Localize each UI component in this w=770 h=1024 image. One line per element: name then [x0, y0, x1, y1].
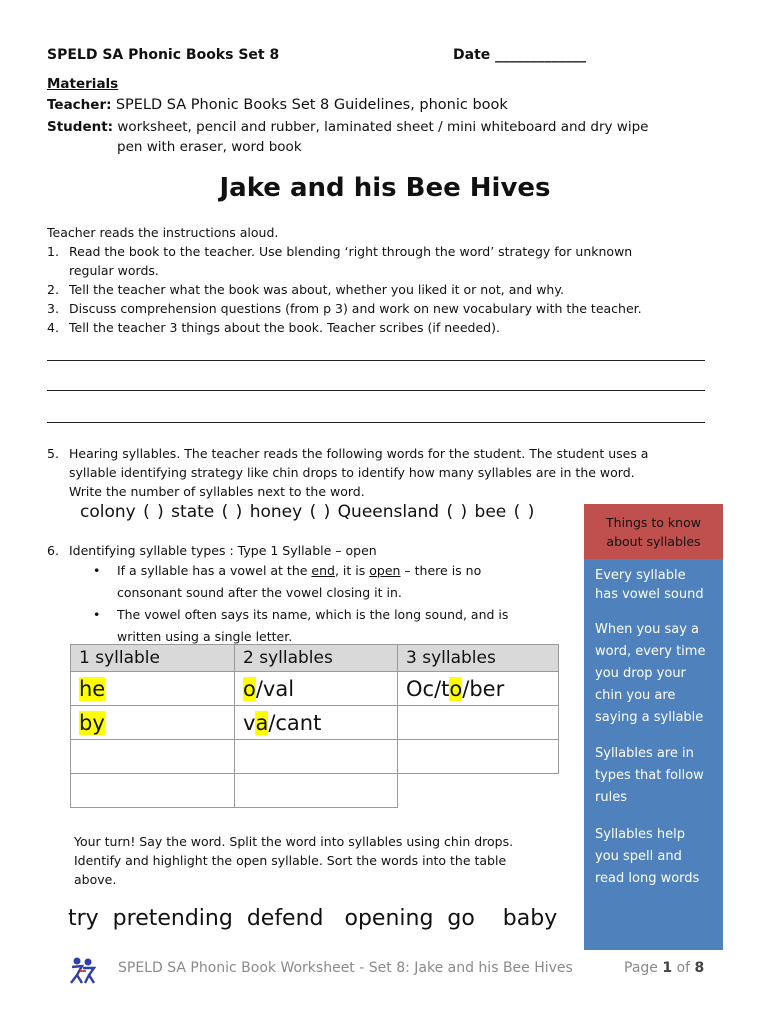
section-hearing-syllables — [47, 444, 707, 501]
table-cell[interactable]: o/val — [235, 672, 398, 706]
teacher-materials-text: SPELD SA Phonic Books Set 8 Guidelines, phonic book — [115, 97, 508, 113]
section-number: 6. — [47, 543, 59, 558]
section5-text-line2: syllable identifying strategy like chin drops to identify how many syllables are in the word. — [69, 465, 635, 480]
section5-text-line1: Hearing syllables. The teacher reads the following words for the student. The student uses a — [69, 446, 649, 461]
section-number: 5. — [47, 446, 59, 461]
instruction-step — [47, 280, 707, 299]
open-syllable-highlight: o — [243, 676, 256, 701]
rule-bullet: • If a syllable has a vowel at the end, it is open – there is no — [117, 560, 567, 582]
date-field[interactable]: Date _____________ — [453, 47, 587, 63]
open-syllable-highlight: he — [79, 676, 106, 701]
table-cell[interactable] — [235, 740, 398, 774]
table-row — [71, 740, 559, 774]
footer-text: SPELD SA Phonic Book Worksheet - Set 8: Jake and his Bee Hives — [118, 960, 573, 976]
page-title: Jake and his Bee Hives — [219, 173, 551, 203]
sidebar-tip: Syllables help you spell and read long words — [595, 827, 700, 886]
bullet-icon: • — [93, 607, 101, 622]
page-total: 8 — [694, 960, 705, 976]
section6-heading: Identifying syllable types : Type 1 Syllable – open — [69, 543, 377, 558]
table-row — [71, 706, 559, 740]
step-number: 4. — [47, 320, 59, 335]
table-header-cell: 1 syllable — [71, 645, 235, 672]
materials-heading: Materials — [47, 76, 119, 92]
syllable-tips-sidebar — [584, 504, 723, 950]
sidebar-heading: Things to know about syllables — [584, 504, 723, 559]
speld-logo-icon — [68, 955, 98, 985]
bullet-icon: • — [93, 563, 101, 578]
syllable-table — [70, 644, 559, 808]
table-cell[interactable] — [398, 740, 559, 774]
instructions — [47, 223, 707, 337]
syllable-rules — [93, 560, 567, 648]
table-cell[interactable] — [71, 740, 235, 774]
table-cell-blank — [398, 774, 559, 808]
writing-line[interactable] — [47, 360, 705, 361]
section5-text-line3: Write the number of syllables next to the word. — [69, 484, 365, 499]
underlined-open: open — [369, 563, 401, 578]
sidebar-tip: When you say a word, every time you drop your chin you are saying a syllable — [595, 622, 706, 725]
syllable-count-words[interactable]: colony ( ) state ( ) honey ( ) Queensland ( ) bee ( ) — [80, 502, 535, 522]
step-text: Tell the teacher what the book was about, whether you liked it or not, and why. — [69, 282, 564, 297]
words-to-sort: try pretending defend opening go baby — [68, 906, 558, 931]
step-number: 3. — [47, 301, 59, 316]
table-cell[interactable] — [398, 706, 559, 740]
student-label: Student: — [47, 119, 114, 135]
step-text-cont: regular words. — [69, 263, 159, 278]
table-cell[interactable] — [71, 774, 235, 808]
table-cell[interactable]: Oc/to/ber — [398, 672, 559, 706]
rule-bullet: • The vowel often says its name, which is the long sound, and is — [117, 604, 567, 626]
table-header-cell: 2 syllables — [235, 645, 398, 672]
table-row — [71, 774, 559, 808]
instructions-intro: Teacher reads the instructions aloud. — [47, 225, 279, 240]
student-materials — [47, 119, 648, 135]
table-cell[interactable] — [71, 672, 235, 706]
page-indicator: Page 1 of 8 — [624, 960, 705, 976]
sidebar-tip: Every syllable has vowel sound — [595, 568, 704, 602]
table-header-row — [71, 645, 559, 672]
step-text: Tell the teacher 3 things about the book. Teacher scribes (if needed). — [69, 320, 500, 335]
rule-bullet-cont: written using a single letter. — [117, 629, 293, 644]
section-syllable-types — [47, 541, 567, 560]
table-row — [71, 672, 559, 706]
step-text: Discuss comprehension questions (from p 3) and work on new vocabulary with the teacher. — [69, 301, 642, 316]
instruction-step — [47, 242, 707, 280]
writing-line[interactable] — [47, 422, 705, 423]
table-cell[interactable]: va/cant — [235, 706, 398, 740]
teacher-materials — [47, 97, 508, 113]
your-turn-instructions: Your turn! Say the word. Split the word into syllables using chin drops. Identify and highlight the open syllable. Sort the words into the table above. — [74, 834, 514, 887]
step-number: 1. — [47, 244, 59, 259]
sidebar-tip: Syllables are in types that follow rules — [595, 746, 704, 805]
open-syllable-highlight: a — [255, 710, 269, 735]
open-syllable-highlight: by — [79, 710, 105, 735]
instruction-steps — [47, 242, 707, 337]
table-cell[interactable] — [71, 706, 235, 740]
student-materials-line2: pen with eraser, word book — [117, 139, 302, 155]
teacher-label: Teacher: — [47, 97, 112, 113]
step-number: 2. — [47, 282, 59, 297]
underlined-end: end — [311, 563, 335, 578]
instruction-step — [47, 299, 707, 318]
table-header-cell: 3 syllables — [398, 645, 559, 672]
step-text: Read the book to the teacher. Use blending ‘right through the word’ strategy for unknown — [69, 244, 633, 259]
instruction-step — [47, 318, 707, 337]
table-cell[interactable] — [235, 774, 398, 808]
writing-line[interactable] — [47, 390, 705, 391]
rule-bullet-cont: consonant sound after the vowel closing it in. — [117, 585, 402, 600]
worksheet-series-title: SPELD SA Phonic Books Set 8 — [47, 47, 280, 63]
page-number: 1 — [662, 960, 673, 976]
student-materials-text: worksheet, pencil and rubber, laminated sheet / mini whiteboard and dry wipe — [117, 119, 649, 135]
open-syllable-highlight: o — [449, 676, 463, 701]
